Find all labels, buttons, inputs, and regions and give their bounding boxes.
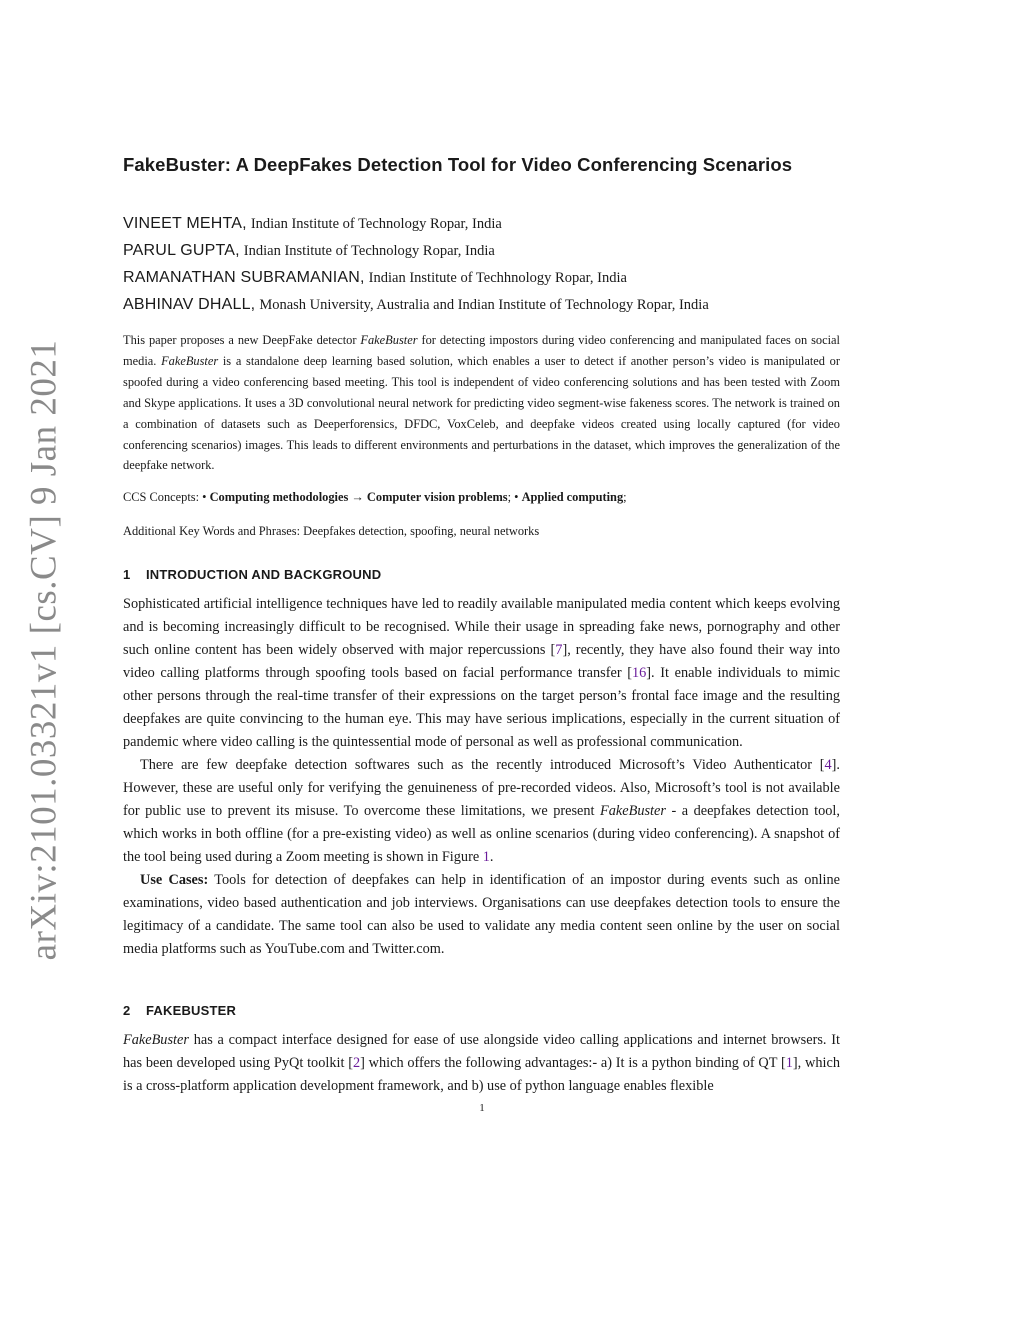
abstract: This paper proposes a new DeepFake detector FakeBuster for detecting impostors during video conferencing and manipulated faces on social media. FakeBuster is a standalone deep learning based solution, which enables a user to detect if another person’s video is manipulated or spoofed during a video conferencing based meeting. This tool is independent of video conferencing solutions and has been tested with Zoom and Skype applications. It uses a 3D convolutional neural network for predicting video segment-wise fakeness scores. The network is trained on a combination of datasets such as Deeperforensics, DFDC, VoxCeleb, and deepfake videos created using locally captured (for video conferencing scenarios) images. This leads to different environments and perturbations in the dataset, which improves the generalization of the deepfake network.	[123, 333, 840, 473]
author-name: ABHINAV DHALL,	[123, 296, 256, 313]
section-heading-fakebuster	[123, 1003, 236, 1018]
author-affiliation: Indian Institute of Technology Ropar, India	[243, 243, 495, 259]
section-number: 2	[123, 1003, 131, 1018]
citation-link[interactable]: 4	[824, 757, 832, 773]
citation-link[interactable]: 1	[785, 1055, 793, 1071]
author-name: VINEET MEHTA,	[123, 215, 247, 232]
section-number: 1	[123, 567, 131, 582]
section-heading-introduction	[123, 567, 381, 582]
paragraph: Sophisticated artificial intelligence techniques have led to readily available manipulated media content which keeps evolving and is becoming increasingly difficult to be recognised. While their usage in spreading fake news, pornography and other such online content has been widely observed with major repercussions [7], recently, they have also found their way into video calling platforms through spoofing tools based on facial performance transfer [16]. It enable individuals to mimic other persons through the real-time transfer of their expressions on the target person’s frontal face image and the resulting deepfakes are quite convincing to the human eye. This may have serious implications, especially in the current situation of pandemic where video calling is the quintessential mode of personal as well as professional communication.	[123, 596, 841, 750]
section-introduction-body	[123, 593, 840, 961]
author-affiliation: Indian Institute of Techhnology Ropar, India	[368, 270, 627, 286]
paragraph: There are few deepfake detection softwares such as the recently introduced Microsoft’s Video Authenticator [4]. However, these are useful only for verifying the genuineness of pre-recorded videos. Also, Microsoft’s tool is not available for public use to prevent its misuse. To overcome these limitations, we present FakeBuster - a deepfakes detection tool, which works in both offline (for a pre-existing video) as well as online scenarios (during video conferencing). A snapshot of the tool being used during a Zoom meeting is shown in Figure 1.	[123, 757, 840, 865]
author-name: RAMANATHAN SUBRAMANIAN,	[123, 269, 365, 286]
author-entry	[123, 212, 863, 239]
paper-title: FakeBuster: A DeepFakes Detection Tool for Video Conferencing Scenarios	[123, 154, 793, 175]
section-fakebuster-body	[123, 1029, 840, 1098]
author-affiliation: Monash University, Australia and Indian Institute of Technology Ropar, India	[259, 297, 709, 313]
author-entry	[123, 293, 863, 320]
author-entry	[123, 266, 863, 293]
paragraph: Use Cases: Tools for detection of deepfakes can help in identification of an impostor during events such as online examinations, video based authentication and job interviews. Organisations can use deepfakes detection tools to ensure the legitimacy of a candidate. The same tool can also be used to validate any media content seen online by the user on social media platforms such as YouTube.com and Twitter.com.	[123, 872, 840, 957]
author-affiliation: Indian Institute of Technology Ropar, India	[250, 216, 502, 232]
arxiv-identifier-stamp: arXiv:2101.03321v1 [cs.CV] 9 Jan 2021	[23, 339, 65, 961]
ccs-concepts: CCS Concepts: • Computing methodologies → Computer vision problems; • Applied computing;	[123, 490, 627, 504]
page-number: 1	[479, 1102, 485, 1114]
author-name: PARUL GUPTA,	[123, 242, 240, 259]
keywords: Additional Key Words and Phrases: Deepfakes detection, spoofing, neural networks	[123, 524, 540, 538]
citation-link[interactable]: 2	[352, 1055, 361, 1071]
use-cases-label: Use Cases:	[140, 872, 209, 888]
citation-link[interactable]: 7	[555, 642, 563, 658]
author-list	[123, 212, 863, 320]
section-title: FAKEBUSTER	[146, 1003, 237, 1018]
section-title: INTRODUCTION AND BACKGROUND	[146, 567, 382, 582]
figure-link[interactable]: 1	[482, 849, 490, 865]
author-entry	[123, 239, 863, 266]
citation-link[interactable]: 16	[631, 665, 647, 681]
tool-name: FakeBuster	[360, 333, 418, 347]
tool-name: FakeBuster	[161, 353, 219, 368]
paragraph: FakeBuster has a compact interface designed for ease of use alongside video calling applications and internet browsers. It has been developed using PyQt toolkit [2] which offers the following advantages:- a) It is a python binding of QT [1], which is a cross-platform application development framework, and b) use of python language enables flexible	[123, 1032, 840, 1094]
